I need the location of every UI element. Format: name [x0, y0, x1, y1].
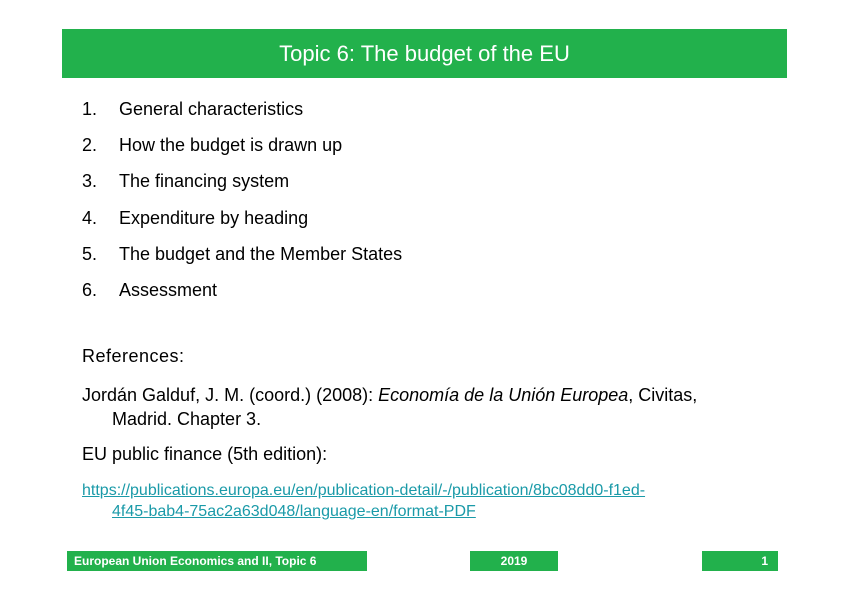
references-heading: References:	[82, 346, 185, 366]
topic-list	[82, 91, 402, 309]
reference-authors: Jordán Galduf, J. M. (coord.) (2008):	[82, 385, 379, 405]
reference-public-finance: EU public finance (5th edition):	[82, 444, 328, 464]
item-label: How the budget is drawn up	[119, 134, 343, 155]
list-item	[82, 272, 402, 308]
reference-publisher: , Civitas,	[628, 385, 698, 405]
item-number: 1.	[82, 98, 98, 119]
item-label: Assessment	[119, 280, 218, 301]
list-item	[82, 91, 402, 127]
publication-link[interactable]	[82, 480, 782, 522]
list-item	[82, 127, 402, 163]
item-label: General characteristics	[119, 98, 304, 119]
item-number: 4.	[82, 207, 98, 228]
item-number: 5.	[82, 243, 98, 264]
item-label: Expenditure by heading	[119, 207, 309, 228]
link-line-2: 4f45-bab4-75ac2a63d048/language-en/format-PDF	[112, 503, 476, 520]
slide-title: Topic 6: The budget of the EU	[279, 40, 570, 66]
reference-continuation: Madrid. Chapter 3.	[112, 409, 262, 429]
list-item	[82, 236, 402, 272]
slide-title-bar	[62, 29, 787, 78]
list-item	[82, 164, 402, 200]
footer-course-label: European Union Economics and II, Topic 6	[67, 551, 367, 571]
reference-book	[82, 383, 782, 431]
list-item	[82, 200, 402, 236]
footer-page-number: 1	[702, 551, 778, 571]
reference-book-title: Economía de la Unión Europea	[378, 385, 629, 405]
footer-year: 2019	[470, 551, 558, 571]
item-number: 6.	[82, 280, 98, 301]
item-label: The financing system	[119, 171, 290, 192]
link-line-1: https://publications.europa.eu/en/publication-detail/-/publication/8bc08dd0-f1ed-	[82, 482, 646, 499]
item-label: The budget and the Member States	[119, 243, 403, 264]
item-number: 3.	[82, 171, 98, 192]
item-number: 2.	[82, 134, 98, 155]
